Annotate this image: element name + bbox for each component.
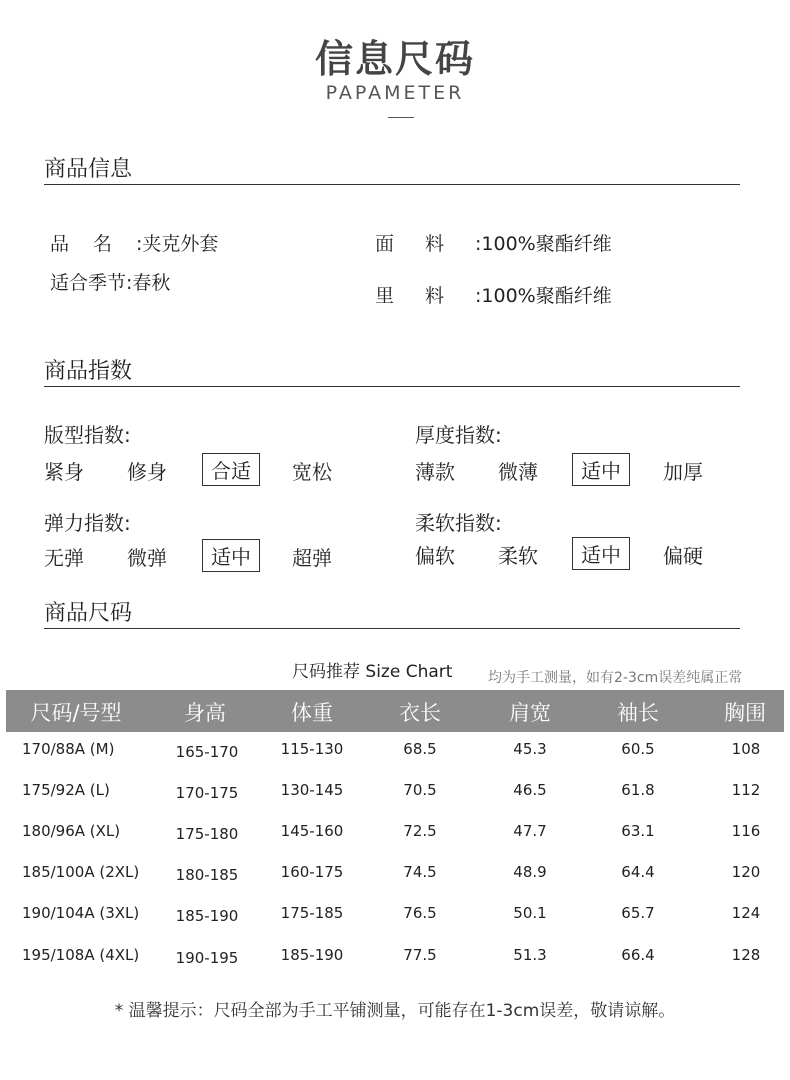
info-season-value: 春秋 <box>132 272 171 294</box>
table-cell: 47.7 <box>513 822 547 840</box>
index-label-elasticity: 弹力指数: <box>44 511 131 535</box>
table-cell: 175-180 <box>175 825 239 843</box>
table-cell: 77.5 <box>403 946 437 964</box>
info-name-value: 夹克外套 <box>142 233 219 255</box>
table-header-cell: 尺码/号型 <box>30 701 122 725</box>
index-option: 柔软 <box>498 544 538 568</box>
index-option: 无弹 <box>44 546 84 570</box>
table-cell: 185-190 <box>175 907 239 925</box>
table-cell: 66.4 <box>621 946 655 964</box>
index-option-selected: 适中 <box>572 453 630 486</box>
table-cell: 145-160 <box>280 822 344 840</box>
size-chart-title: 尺码推荐 Size Chart <box>292 662 453 682</box>
section-rule-size <box>44 628 740 629</box>
index-option: 宽松 <box>292 460 332 484</box>
table-cell: 170-175 <box>175 784 239 802</box>
table-cell: 61.8 <box>621 781 655 799</box>
index-option: 偏软 <box>415 544 455 568</box>
table-cell: 64.4 <box>621 863 655 881</box>
index-option: 超弹 <box>292 546 332 570</box>
size-footnote: * 温馨提示：尺码全部为手工平铺测量，可能存在1-3cm误差，敬请谅解。 <box>114 1001 676 1021</box>
table-cell-size: 190/104A (3XL) <box>22 904 140 922</box>
table-cell: 68.5 <box>403 740 437 758</box>
table-cell: 63.1 <box>621 822 655 840</box>
index-option-selected: 适中 <box>572 537 630 570</box>
info-lining-sep: : <box>475 285 482 307</box>
info-season-label: 适合季节 <box>50 272 127 294</box>
index-option: 修身 <box>127 460 167 484</box>
table-cell: 76.5 <box>403 904 437 922</box>
table-cell: 45.3 <box>513 740 547 758</box>
page-subtitle: PAPAMETER <box>325 82 465 104</box>
size-chart-note: 均为手工测量，如有2-3cm误差纯属正常 <box>488 670 743 686</box>
info-name-label: 品名 <box>50 233 137 255</box>
index-option: 薄款 <box>415 460 455 484</box>
info-season <box>50 268 170 295</box>
index-option-selected: 适中 <box>202 539 260 572</box>
table-header-cell: 体重 <box>291 701 333 725</box>
section-title-index: 商品指数 <box>44 359 133 384</box>
table-cell: 120 <box>731 863 761 881</box>
table-cell: 72.5 <box>403 822 437 840</box>
info-lining <box>375 281 612 308</box>
table-cell: 124 <box>731 904 761 922</box>
index-option: 微薄 <box>498 460 538 484</box>
info-lining-value: 100%聚酯纤维 <box>481 285 612 307</box>
table-cell: 108 <box>731 740 761 758</box>
table-header-cell: 肩宽 <box>509 701 551 725</box>
index-label-thickness: 厚度指数: <box>415 423 502 447</box>
table-cell: 180-185 <box>175 866 239 884</box>
table-cell: 112 <box>731 781 761 799</box>
table-cell: 175-185 <box>280 904 344 922</box>
table-cell: 130-145 <box>280 781 344 799</box>
table-cell-size: 170/88A (M) <box>22 740 115 758</box>
title-divider <box>388 117 414 118</box>
index-option: 微弹 <box>127 546 167 570</box>
table-cell: 190-195 <box>175 949 239 967</box>
section-title-info: 商品信息 <box>44 157 133 182</box>
table-cell: 165-170 <box>175 743 239 761</box>
index-label-fit: 版型指数: <box>44 423 131 447</box>
table-cell-size: 195/108A (4XL) <box>22 946 140 964</box>
table-cell: 46.5 <box>513 781 547 799</box>
table-cell-size: 185/100A (2XL) <box>22 863 140 881</box>
info-fabric-value: 100%聚酯纤维 <box>481 233 612 255</box>
table-cell: 50.1 <box>513 904 547 922</box>
info-name-sep: : <box>136 233 143 255</box>
info-fabric-sep: : <box>475 233 482 255</box>
table-cell: 116 <box>731 822 761 840</box>
table-cell: 65.7 <box>621 904 655 922</box>
info-season-sep: : <box>126 272 133 294</box>
table-cell: 51.3 <box>513 946 547 964</box>
table-cell: 160-175 <box>280 863 344 881</box>
table-header-cell: 身高 <box>184 701 226 725</box>
info-name <box>50 229 218 256</box>
table-cell-size: 175/92A (L) <box>22 781 110 799</box>
table-cell: 74.5 <box>403 863 437 881</box>
table-cell: 115-130 <box>280 740 344 758</box>
table-header-cell: 胸围 <box>724 701 766 725</box>
index-option-selected: 合适 <box>202 453 260 486</box>
table-cell: 70.5 <box>403 781 437 799</box>
info-lining-label: 里料 <box>375 285 476 307</box>
table-cell: 60.5 <box>621 740 655 758</box>
table-header-cell: 袖长 <box>617 701 659 725</box>
index-option: 加厚 <box>663 460 703 484</box>
section-title-size: 商品尺码 <box>44 601 133 626</box>
index-option: 紧身 <box>44 460 84 484</box>
section-rule-index <box>44 386 740 387</box>
index-option: 偏硬 <box>663 544 703 568</box>
info-fabric <box>375 229 612 256</box>
table-cell: 185-190 <box>280 946 344 964</box>
section-rule-info <box>44 184 740 185</box>
index-label-softness: 柔软指数: <box>415 511 502 535</box>
table-cell-size: 180/96A (XL) <box>22 822 121 840</box>
table-cell: 128 <box>731 946 761 964</box>
table-header-cell: 衣长 <box>399 701 441 725</box>
table-cell: 48.9 <box>513 863 547 881</box>
info-fabric-label: 面料 <box>375 233 476 255</box>
page-title: 信息尺码 <box>314 37 475 81</box>
